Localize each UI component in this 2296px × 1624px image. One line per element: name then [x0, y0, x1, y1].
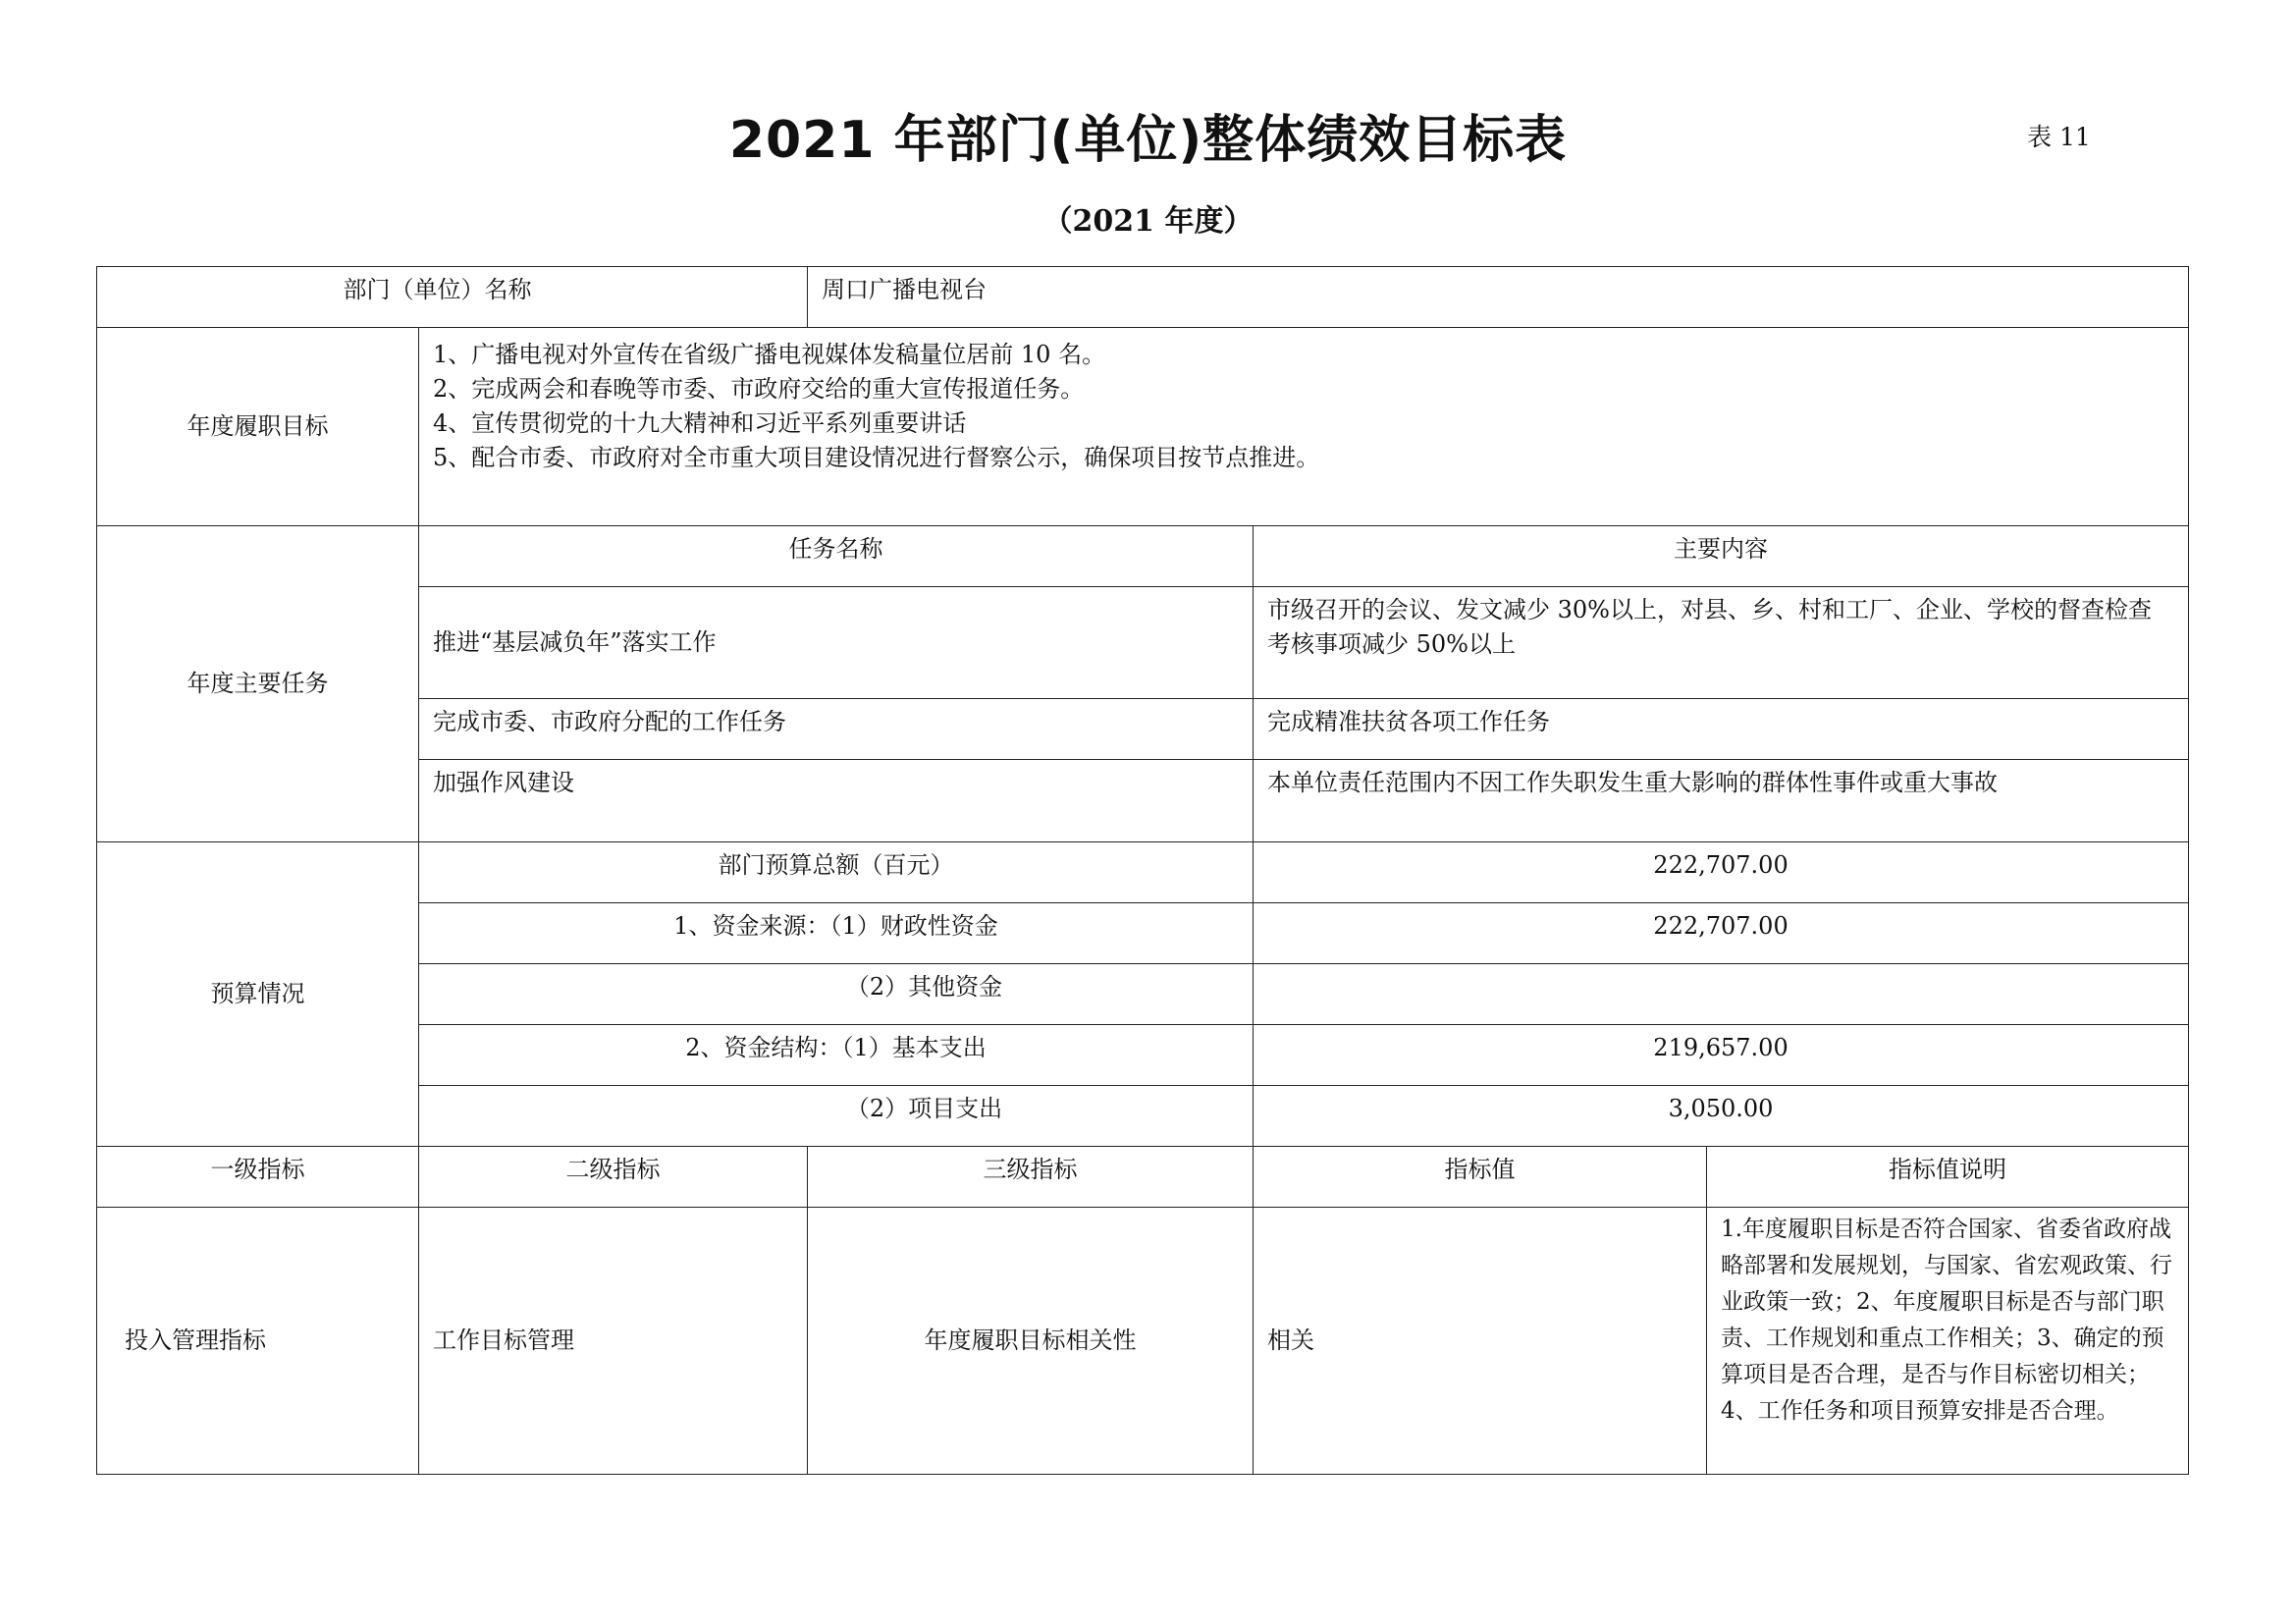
indicator-value: 相关 — [1254, 1208, 1707, 1475]
indicator-description: 1.年度履职目标是否符合国家、省委省政府战略部署和发展规划，与国家、省宏观政策、行业政策一致；2、年度履职目标是否与部门职责、工作规划和重点工作相关；3、确定的预算项目是否合理，是否与作目标密切相关；4、工作任务和项目预算安排是否合理。 — [1707, 1208, 2189, 1475]
annual-goals-label: 年度履职目标 — [97, 328, 419, 526]
annual-goal-item: 4、宣传贯彻党的十九大精神和习近平系列重要讲话 — [433, 409, 967, 437]
dept-row — [97, 267, 2189, 328]
dept-value: 周口广播电视台 — [808, 267, 2189, 328]
task-name: 完成市委、市政府分配的工作任务 — [419, 699, 1254, 760]
annual-goal-item: 1、广播电视对外宣传在省级广播电视媒体发稿量位居前 10 名。 — [433, 341, 1106, 368]
budget-row — [97, 842, 2189, 903]
tasks-header-row — [97, 526, 2189, 587]
table-number: 表 11 — [2027, 123, 2091, 151]
annual-goal-item: 2、完成两会和春晚等市委、市政府交给的重大宣传报道任务。 — [433, 375, 1085, 403]
indicator-header: 一级指标 — [97, 1147, 419, 1208]
annual-goal-item: 5、配合市委、市政府对全市重大项目建设情况进行督察公示，确保项目按节点推进。 — [433, 444, 1320, 471]
dept-label: 部门（单位）名称 — [97, 267, 808, 328]
indicator-row — [97, 1208, 2189, 1475]
indicator-header: 指标值说明 — [1707, 1147, 2189, 1208]
tasks-label: 年度主要任务 — [97, 526, 419, 842]
task-content: 完成精准扶贫各项工作任务 — [1254, 699, 2189, 760]
indicator-header: 二级指标 — [419, 1147, 808, 1208]
annual-goals-list — [419, 328, 2189, 526]
task-name: 加强作风建设 — [419, 760, 1254, 842]
budget-item-value: 222,707.00 — [1254, 842, 2189, 903]
budget-item-label: （2）其他资金 — [419, 964, 1254, 1025]
task-content: 市级召开的会议、发文减少 30%以上，对县、乡、村和工厂、企业、学校的督查检查考核事项减少 50%以上 — [1254, 587, 2189, 699]
budget-item-value — [1254, 964, 2189, 1025]
budget-item-label: 部门预算总额（百元） — [419, 842, 1254, 903]
budget-label: 预算情况 — [97, 842, 419, 1147]
budget-item-label: （2）项目支出 — [419, 1086, 1254, 1147]
page-title: 2021 年部门(单位)整体绩效目标表 — [728, 111, 1568, 170]
indicator-level2: 工作目标管理 — [419, 1208, 808, 1475]
indicator-level3: 年度履职目标相关性 — [808, 1208, 1254, 1475]
indicators-header-row — [97, 1147, 2189, 1208]
budget-item-value: 222,707.00 — [1254, 903, 2189, 964]
tasks-col-content: 主要内容 — [1254, 526, 2189, 587]
budget-item-label: 1、资金来源：（1）财政性资金 — [419, 903, 1254, 964]
budget-item-value: 3,050.00 — [1254, 1086, 2189, 1147]
tasks-col-name: 任务名称 — [419, 526, 1254, 587]
task-content: 本单位责任范围内不因工作失职发生重大影响的群体性事件或重大事故 — [1254, 760, 2189, 842]
budget-item-value: 219,657.00 — [1254, 1025, 2189, 1086]
indicator-level1: 投入管理指标 — [97, 1208, 419, 1475]
indicator-header: 三级指标 — [808, 1147, 1254, 1208]
annual-goals-row — [97, 328, 2189, 526]
budget-item-label: 2、资金结构：（1）基本支出 — [419, 1025, 1254, 1086]
task-name: 推进“基层减负年”落实工作 — [419, 587, 1254, 699]
fiscal-year: （2021 年度） — [1042, 204, 1254, 239]
performance-target-table — [96, 266, 2189, 1475]
indicator-header: 指标值 — [1254, 1147, 1707, 1208]
